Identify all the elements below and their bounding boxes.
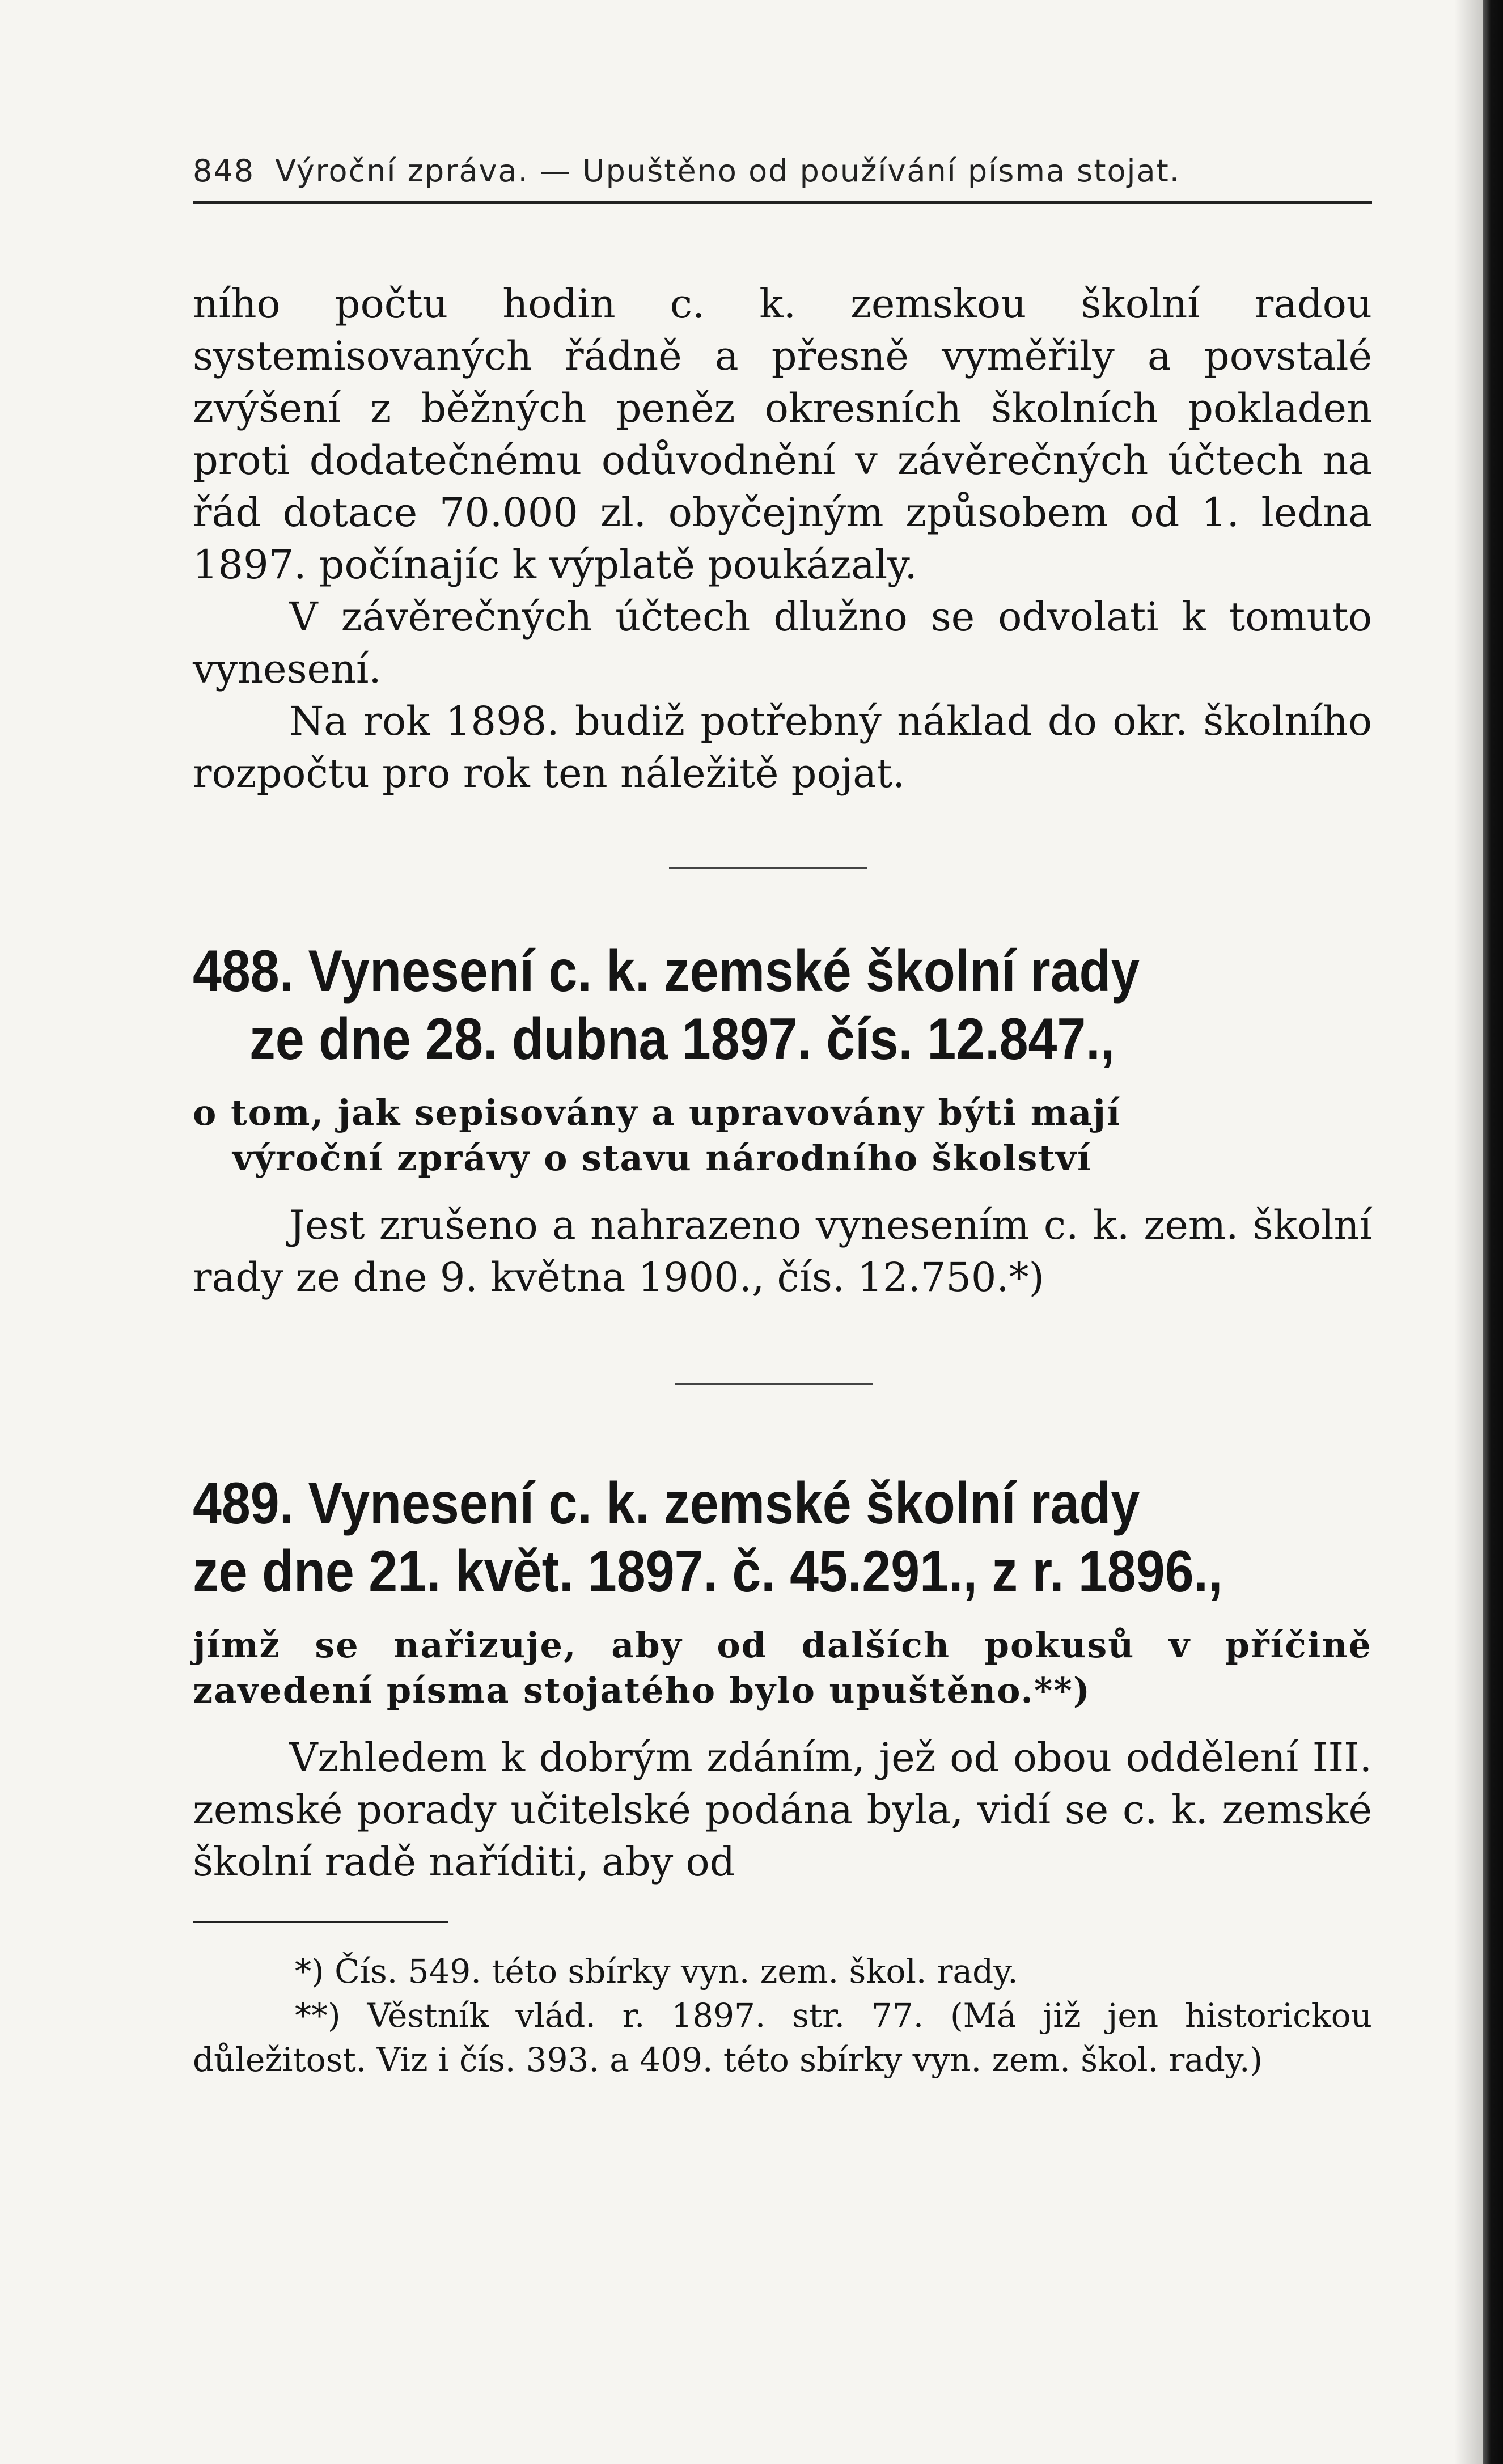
section-489-body: Vzhledem k dobrým zdáním, jež od obou oddělení III. zemské porady učitelské podána byla, vidí se c. k. zemské školní radě naříditi, aby od <box>193 1734 1372 1885</box>
running-head <box>193 153 1372 201</box>
book-page <box>193 153 1372 2082</box>
section-488-body: Jest zrušeno a nahrazeno vynesením c. k. zem. školní rady ze dne 9. května 1900., čís. 12.750.*) <box>193 1202 1372 1301</box>
page-edge-shadow <box>1454 0 1483 2464</box>
section-divider <box>675 1383 873 1385</box>
section-489-date: ze dne 21. květ. 1897. č. 45.291., z r. 1896., <box>193 1539 1223 1604</box>
book-spine-edge <box>1483 0 1503 2464</box>
footnote-2: **) Věstník vlád. r. 1897. str. 77. (Má již jen historickou důležitost. Viz i čís. 393. a 409. této sbírky vyn. zem. škol. rady.) <box>193 1996 1372 2079</box>
section-divider <box>669 867 867 869</box>
running-head-title: Výroční zpráva. — Upuštěno od používání písma stojat. <box>275 153 1180 189</box>
continuation-paragraph: ního počtu hodin c. k. zemskou školní radou systemisovaných řádně a přesně vyměřily a povstalé zvýšení z běžných peněz okresních školních pokladen proti dodatečnému odůvodnění v závěrečných účtech na řád dotace 70.000 zl. obyčejným způsobem od 1. ledna 1897. počínajíc k výplatě poukázaly. <box>193 281 1372 588</box>
page-number: 848 <box>193 153 255 189</box>
header-rule <box>193 201 1372 204</box>
section-489-heading: 489. Vynesení c. k. zemské školní rady <box>193 1471 1140 1536</box>
section-488-subject <box>193 1090 1372 1181</box>
section-488-subject-line2: výroční zprávy o stavu národního školství <box>232 1137 1092 1179</box>
section-489 <box>193 1470 1372 1888</box>
paragraph-year-1898: Na rok 1898. budiž potřebný náklad do okr. školního rozpočtu pro rok ten náležitě pojat. <box>193 698 1372 797</box>
section-488 <box>193 937 1372 1303</box>
paragraph-final-accounts: V závěrečných účtech dlužno se odvolati k tomuto vynesení. <box>193 594 1372 692</box>
section-488-date: ze dne 28. dubna 1897. čís. 12.847., <box>249 1006 1115 1072</box>
section-488-heading: 488. Vynesení c. k. zemské školní rady <box>193 938 1140 1004</box>
footnote-rule <box>193 1921 448 1923</box>
footnote-1: *) Čís. 549. této sbírky vyn. zem. škol. rady. <box>295 1952 1018 1991</box>
section-489-subject: jímž se nařizuje, aby od dalších pokusů v příčině zavedení písma stojatého bylo upuštěno.**) <box>193 1624 1372 1711</box>
section-488-subject-line1: o tom, jak sepisovány a upravovány býti mají <box>193 1092 1121 1133</box>
